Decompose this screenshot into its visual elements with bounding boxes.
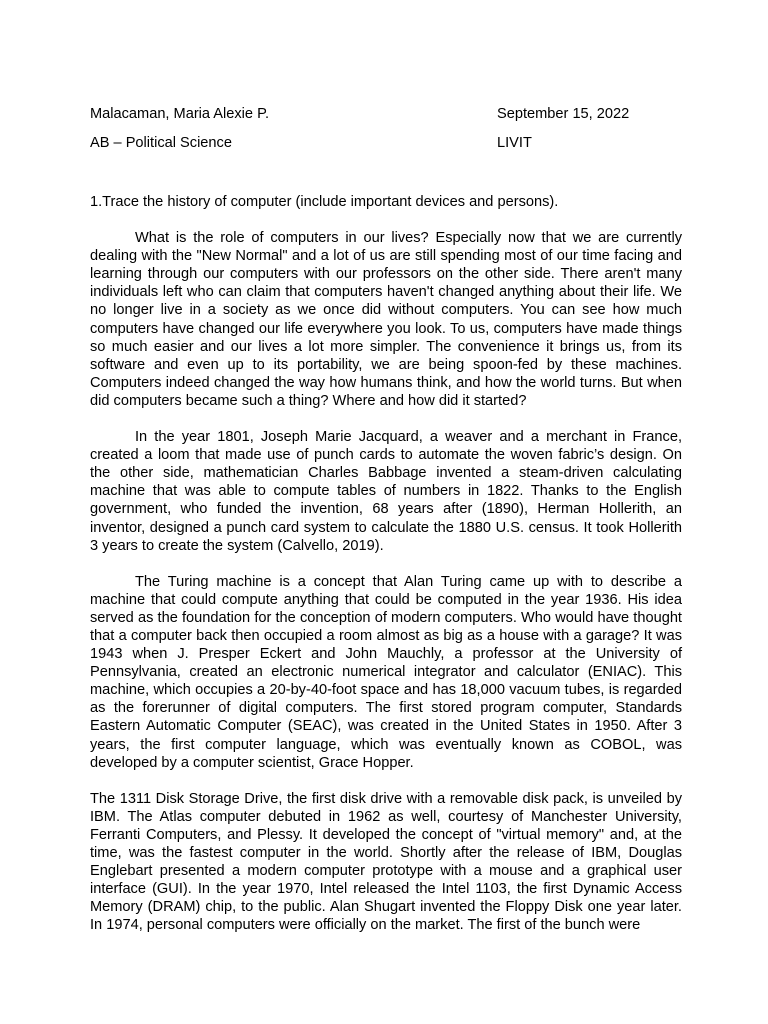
course-name: AB – Political Science (90, 135, 232, 151)
author-name: Malacaman, Maria Alexie P. (90, 106, 269, 122)
document-date: September 15, 2022 (497, 106, 630, 122)
header-row-2 (90, 133, 682, 153)
document-body (90, 193, 682, 934)
paragraph-2: In the year 1801, Joseph Marie Jacquard, a weaver and a merchant in France, created a loom that made use of punch cards to automate the woven fabric’s design. On the other side, mathematician Charles Babbage invented a steam-driven calculating machine that was able to compute tables of numbers in 1822. Thanks to the English government, who funded the invention, 68 years after (1890), Herman Hollerith, an inventor, designed a punch card system to calculate the 1880 U.S. census. It took Hollerith 3 years to create the system (Calvello, 2019). (90, 429, 682, 554)
paragraph-3: The Turing machine is a concept that Alan Turing came up with to describe a machine that could compute anything that could be computed in the year 1936. His idea served as the foundation for the conception of modern computers. Who would have thought that a computer back then occupied a room almost as big as a house with a garage? It was 1943 when J. Presper Eckert and John Mauchly, a professor at the University of Pennsylvania, created an electronic numerical integrator and calculator (ENIAC). This machine, which occupies a 20-by-40-foot space and has 18,000 vacuum tubes, is regarded as the forerunner of digital computers. The first stored program computer, Standards Eastern Automatic Computer (SEAC), was created in the United States in 1950. After 3 years, the first computer language, which was eventually known as COBOL, was developed by a computer scientist, Grace Hopper. (90, 573, 682, 771)
paragraph-4: The 1311 Disk Storage Drive, the first disk drive with a removable disk pack, is unveiled by IBM. The Atlas computer debuted in 1962 as well, courtesy of Manchester University, Ferranti Computers, and Plessy. It developed the concept of "virtual memory" and, at the time, was the fastest computer in the world. Shortly after the release of IBM, Douglas Englebart presented a modern computer prototype with a mouse and a graphical user interface (GUI). In the year 1970, Intel released the Intel 1103, the first Dynamic Access Memory (DRAM) chip, to the public. Alan Shugart invented the Floppy Disk one year later. In 1974, personal computers were officially on the market. The first of the bunch were (90, 790, 682, 934)
header-row-1 (90, 104, 682, 124)
subject-name: LIVIT (497, 135, 532, 151)
question-heading: 1.Trace the history of computer (include important devices and persons). (90, 194, 559, 210)
paragraph-1: What is the role of computers in our lives? Especially now that we are currently dealing with the "New Normal" and a lot of us are still spending most of our time facing and learning through our computers with our professors on the other side. There aren't many individuals left who can claim that computers haven't changed anything about their life. We no longer live in a society as we once did without computers. You can see how much computers have changed our life everywhere you look. To us, computers have made things so much easier and our lives a lot more simpler. The convenience it brings us, from its software and even up to its portability, we are being spoon-fed by these machines. Computers indeed changed the way how humans think, and how the world turns. But when did computers became such a thing? Where and how did it started? (90, 230, 682, 409)
